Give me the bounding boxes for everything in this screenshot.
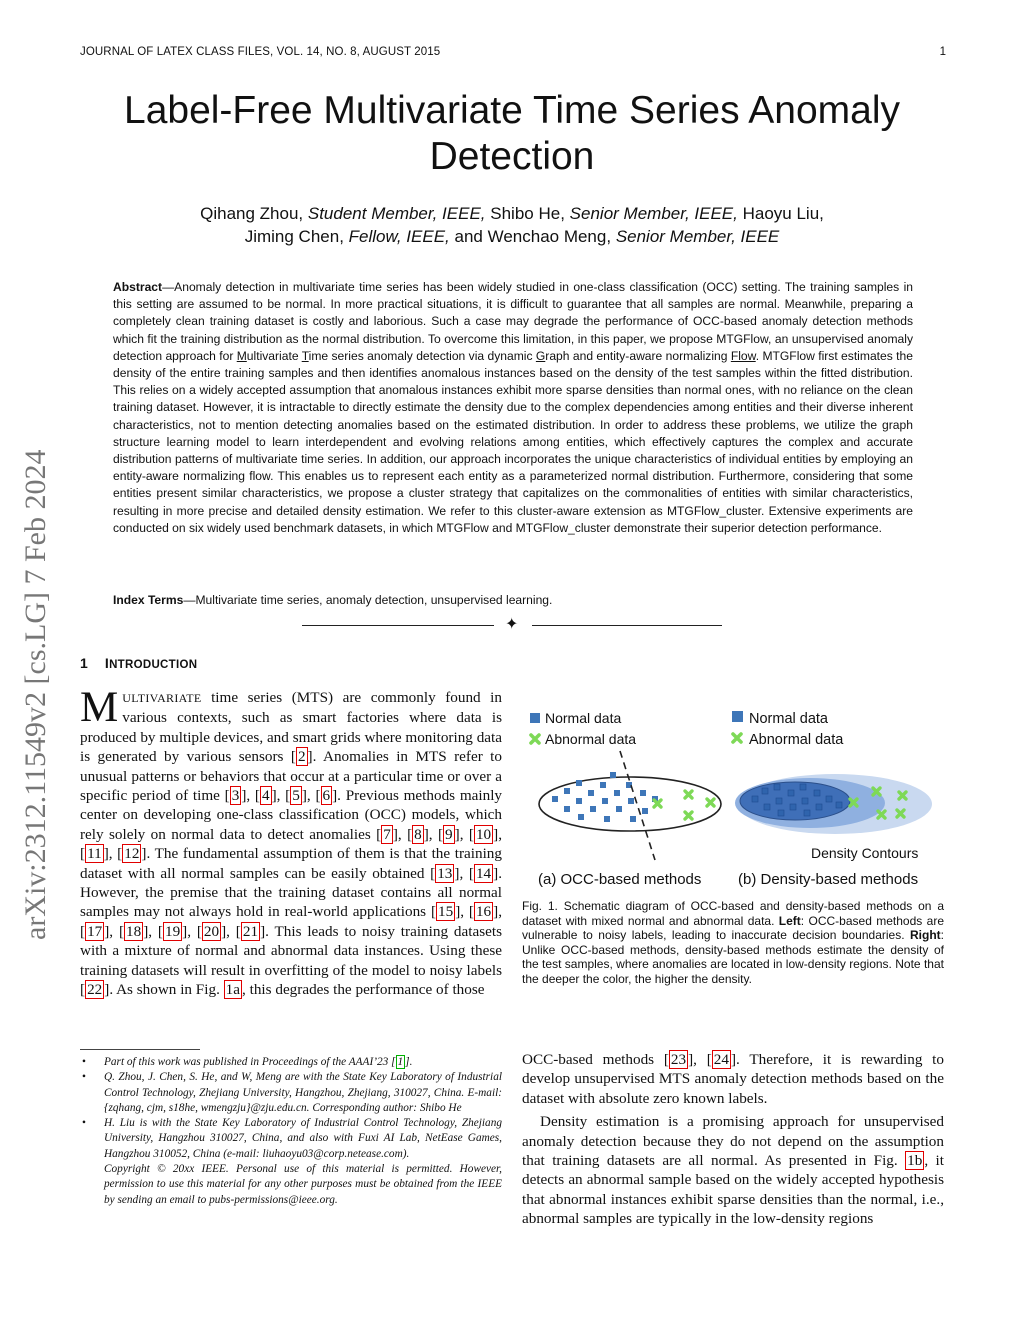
copyright-notice: Copyright © 20xx IEEE. Personal use of this material is permitted. However, permission to use this material for any other purposes must be obtained from the IEEE by sending an email to pubs-permissions@ieee.org. [104, 1163, 502, 1206]
citation-link[interactable]: 13 [437, 864, 453, 882]
index-terms-label: Index Terms [113, 593, 184, 607]
section-title-initial: I [104, 655, 110, 671]
legend-abnormal-cross-icon [733, 734, 741, 742]
citation-link[interactable]: 5 [292, 787, 300, 805]
footnote-rule [80, 1049, 200, 1050]
paragraph-text: OCC-based methods [522, 1051, 664, 1068]
citation-link[interactable]: 14 [475, 864, 492, 882]
citation-link[interactable]: 17 [87, 922, 103, 940]
legend-abnormal-label: Abnormal data [545, 731, 637, 747]
subfigure-a-label[interactable]: (a) OCC-based methods [538, 871, 702, 888]
abstract-underline: Flow [730, 348, 756, 363]
paragraph [522, 1112, 944, 1228]
citation-link[interactable]: 16 [475, 903, 492, 921]
figure-caption [522, 899, 944, 986]
intro-smallcaps: ULTIVARIATE [122, 691, 202, 705]
section-number: 1 [80, 655, 89, 671]
citation-link[interactable]: 4 [261, 787, 270, 805]
citation-link[interactable]: 8 [414, 825, 422, 843]
author-role: Senior Member, IEEE, [569, 204, 738, 223]
caption-text: Fig. 1. Schematic diagram of OCC-based and density-based methods on a dataset with mixed normal and abnormal data. [522, 899, 944, 928]
intro-text: . Previous methods mainly center on developing one-class classification (OCC) models, which rely solely on normal data to detect anomalies [80, 787, 503, 843]
author-role: Senior Member, IEEE [615, 227, 780, 246]
author-name: Shibo He, [490, 204, 565, 223]
separator-line-left [302, 625, 494, 626]
footnote: • Part of this work was published in Proceedings of the AAAI’23 [ 1 ]. [80, 1055, 502, 1070]
footnotes [80, 1055, 502, 1208]
paragraph: OCC-based methods [ 23 ], [ 24 ]. Therefore, it is rewarding to develop unsupervised MTS anomaly detection methods based on the dataset with absolute zero known labels. [522, 1051, 944, 1107]
paragraph-text: Density estimation is a promising approach for unsupervised anomaly detection because they do not depend on the assumption that training datasets are all normal. As presented in Fig. [522, 1113, 944, 1170]
abstract-underline: M [236, 348, 247, 363]
right-column-text [522, 1050, 944, 1229]
citation-link[interactable]: 6 [322, 787, 331, 805]
citation-link[interactable]: 12 [124, 845, 140, 863]
abstract-text: . MTGFlow first estimates the density of the entire training samples and then identifies anomalous instances based on the density of the test samples within the fitted distribution. This relies on a widely accepted assumption that anomalous instances exhibit more sparse densities than normal ones, with no reliance on the clean training dataset. However, it is intractable to directly estimate the density due to the complex dependencies among entities and their diverse inherent characteristics, not to mention detecting anomalies based on the estimated distribution. In order to address these problems, we utilize the graph structure learning model to learn interdependent and evolving relations among entities, which effectively captures the complex and accurate distribution patterns of multivariate time series. In addition, our approach incorporates the unique characteristics of individual entities by employing an entity-aware normalizing flow. This enables us to represent each entity as a parameterized normal distribution. Furthermore, considering that some entities present similar characteristics, we propose a cluster strategy that capitalizes on the commonalities of entities with similar characteristics, resulting in more precise and detailed density estimation. We refer to this cluster-aware extension as MTGFlow_cluster. Extensive experiments are conducted on six widely used benchmark datasets, in which MTGFlow and MTGFlow_cluster demonstrate their superior detection performance. [113, 348, 913, 535]
separator-line-right [532, 625, 722, 626]
citation-link[interactable]: 21 [242, 922, 259, 940]
author-name: Jiming Chen, [244, 227, 344, 246]
citation-link[interactable]: 9 [445, 825, 453, 843]
abstract-text: —Anomaly detection in multivariate time series has been widely studied in one-class classification (OCC) setting. The training samples in this setting are assumed to be normal. In more practical situations, it is difficult to guarantee that all samples are normal. Meanwhile, preparing a completely clean training dataset is costly and laborious. Such a case may degrade the performance of OCC-based anomaly detection methods which fit the training distribution as the normal distribution. To overcome this limitation, in this paper, we propose MTGFlow, an unsupervised anomaly detection approach for [113, 280, 913, 363]
abstract-underline: T [301, 348, 309, 363]
figure-link[interactable]: 1b [907, 1152, 923, 1170]
footnote: • H. Liu is with the State Key Laboratory of Industrial Control Technology, Zhejiang University, Hangzhou 310027, China, and also with Fuxi AI Lab, NetEase Games, Hangzhou 310052, China (e-mail: liuhaoyu03@corp.netease.com). [80, 1116, 502, 1162]
caption-text: : OCC-based methods are vulnerable to noisy labels, leading to inaccurate decision boundaries. [522, 913, 944, 942]
section-title-rest: NTRODUCTION [109, 659, 198, 671]
footnote-text: Part of this work was published in Proceedings of the AAAI’23 [104, 1056, 392, 1068]
citation-link[interactable]: 3 [231, 787, 240, 805]
caption-bold: Left [778, 913, 801, 928]
running-head: JOURNAL OF LATEX CLASS FILES, VOL. 14, NO. 8, AUGUST 2015 [80, 46, 441, 58]
intro-text: time series (MTS) are commonly found in various contexts, such as smart factories where data is produced by multiple devices, and smart grids where monitoring data is generated by various sensors [80, 689, 502, 766]
citation-link[interactable]: 7 [383, 825, 391, 843]
abstract-text: raph and entity-aware normalizing [545, 348, 731, 363]
citation-link[interactable]: 2 [297, 748, 306, 766]
abstract-text: ultivariate [246, 348, 302, 363]
citation-link[interactable]: 19 [164, 922, 181, 940]
footnote: • Q. Zhou, J. Chen, S. He, and W, Meng are with the State Key Laboratory of Industrial Control Technology, Zhejiang University, Hangzhou, Zhejiang, 310027, China. E-mail: {zqhang, cjm, s18he, wmengzju}@zju.edu.cn. Corresponding author: Shibo He [80, 1070, 502, 1116]
citation-link[interactable]: 22 [87, 981, 103, 999]
figure-link[interactable]: 1a [225, 981, 241, 999]
subfigure-b-label[interactable]: (b) Density-based methods [738, 871, 919, 888]
legend-abnormal-cross-icon [531, 735, 539, 743]
citation-link[interactable]: 18 [126, 922, 142, 940]
author-name: Haoyu Liu, [742, 204, 824, 223]
caption-text: : Unlike OCC-based methods, density-based methods estimate the density of the test samples, where anomalies are located in low-density regions. Note that the deeper the color, the higher the density. [522, 928, 944, 986]
legend-normal-square-icon [530, 713, 540, 723]
legend-normal-label: Normal data [749, 711, 828, 727]
separator-diamond-icon: ✦ [505, 616, 519, 633]
abstract-text: ime series anomaly detection via dynamic [308, 348, 536, 363]
index-terms [113, 592, 913, 609]
citation-link[interactable]: 1 [397, 1056, 404, 1068]
intro-text: . Anomalies in MTS refer to unusual patterns or behaviors that occur at a particular time or over a specific period of time [80, 748, 502, 805]
citation-link[interactable]: 10 [475, 825, 492, 843]
figure-1 [520, 704, 944, 894]
density-contours-label: Density Contours [811, 845, 919, 861]
arxiv-stamp[interactable]: arXiv:2312.11549v2 [cs.LG] 7 Feb 2024 [19, 449, 52, 940]
legend-abnormal-label: Abnormal data [749, 732, 844, 748]
author-list [80, 202, 944, 248]
intro-text: . As shown in Fig. [109, 981, 224, 999]
footnote-text: . [409, 1056, 413, 1068]
legend-normal-square-icon [732, 711, 743, 722]
author-name: Qihang Zhou, [200, 204, 304, 223]
page-number: 1 [939, 46, 946, 58]
intro-paragraph: MULTIVARIATE time series (MTS) are commonly found in various contexts, such as smart factories where data is produced by multiple devices, and smart grids where monitoring data is generated by various sensors [ 2 ]. Anomalies in MTS refer to unusual patterns or behaviors that occur at a particular time or over a specific period of time [ 3 ], [ 4 ], [ 5 ], [ 6 ]. Previous methods mainly center on developing one-class classification (OCC) models, which rely solely on normal data to detect anomalies [ 7 ], [ 8 ], [ 9 ], [ 10 ], [ 11 ], [ 12 ]. The fundamental assumption of them is that the training dataset with all normal samples can be easily obtained [ 13 ], [ 14 ]. However, the premise that the training dataset contains all normal samples may not always hold in real-world applications [ 15 ], [ 16 ], [ 17 ], [ 18 ], [ 19 ], [ 20 ], [ 21 ]. This leads to noisy training datasets with a mixture of normal and abnormal data instances. Using these training datasets will result in overfitting of the model to noisy labels [ 22 ]. As shown in Fig. 1a , this degrades the performance of those [80, 684, 503, 999]
paragraph-text: . Therefore, it is rewarding to develop unsupervised MTS anomaly detection methods based on the dataset with absolute zero known labels. [522, 1051, 944, 1107]
paper-title: Label-Free Multivariate Time Series Anomaly Detection [124, 89, 900, 178]
drop-cap: M [80, 684, 119, 731]
author-role: Student Member, IEEE, [307, 204, 486, 223]
paragraph-text: , [693, 1051, 707, 1068]
abstract [113, 279, 913, 537]
citation-link[interactable]: 11 [87, 845, 102, 863]
intro-text: . The fundamental assumption of them is that the training dataset with all normal samples can be easily obtained [80, 845, 502, 882]
legend-normal-label: Normal data [545, 710, 622, 726]
index-terms-text: —Multivariate time series, anomaly detection, unsupervised learning. [183, 593, 553, 607]
intro-text: . This leads to noisy training datasets with a mixture of normal and abnormal data instances. Using these training datasets will result in overfitting of the model to noisy labels [80, 922, 502, 979]
author-role: Fellow, IEEE, [348, 227, 450, 246]
intro-text: . However, the premise that the training dataset contains all normal samples may not always hold in real-world applications [80, 864, 502, 921]
intro-text: , this degrades the performance of those [242, 981, 485, 999]
section-heading [80, 655, 197, 671]
caption-bold: Right [910, 928, 941, 942]
author-name: and Wenchao Meng, [454, 227, 612, 246]
citation-link[interactable]: 23 [670, 1051, 687, 1068]
abstract-underline: G [535, 348, 546, 363]
citation-link[interactable]: 20 [203, 922, 220, 940]
citation-link[interactable]: 24 [713, 1051, 729, 1068]
abstract-label: Abstract [113, 280, 163, 294]
paragraph-text: , it detects an abnormal sample based on the widely accepted hypothesis that abnormal instances exhibit sparse densities than the normal, i.e., abnormal samples are typically in the low-density regions [522, 1152, 944, 1228]
citation-link[interactable]: 15 [438, 903, 454, 921]
